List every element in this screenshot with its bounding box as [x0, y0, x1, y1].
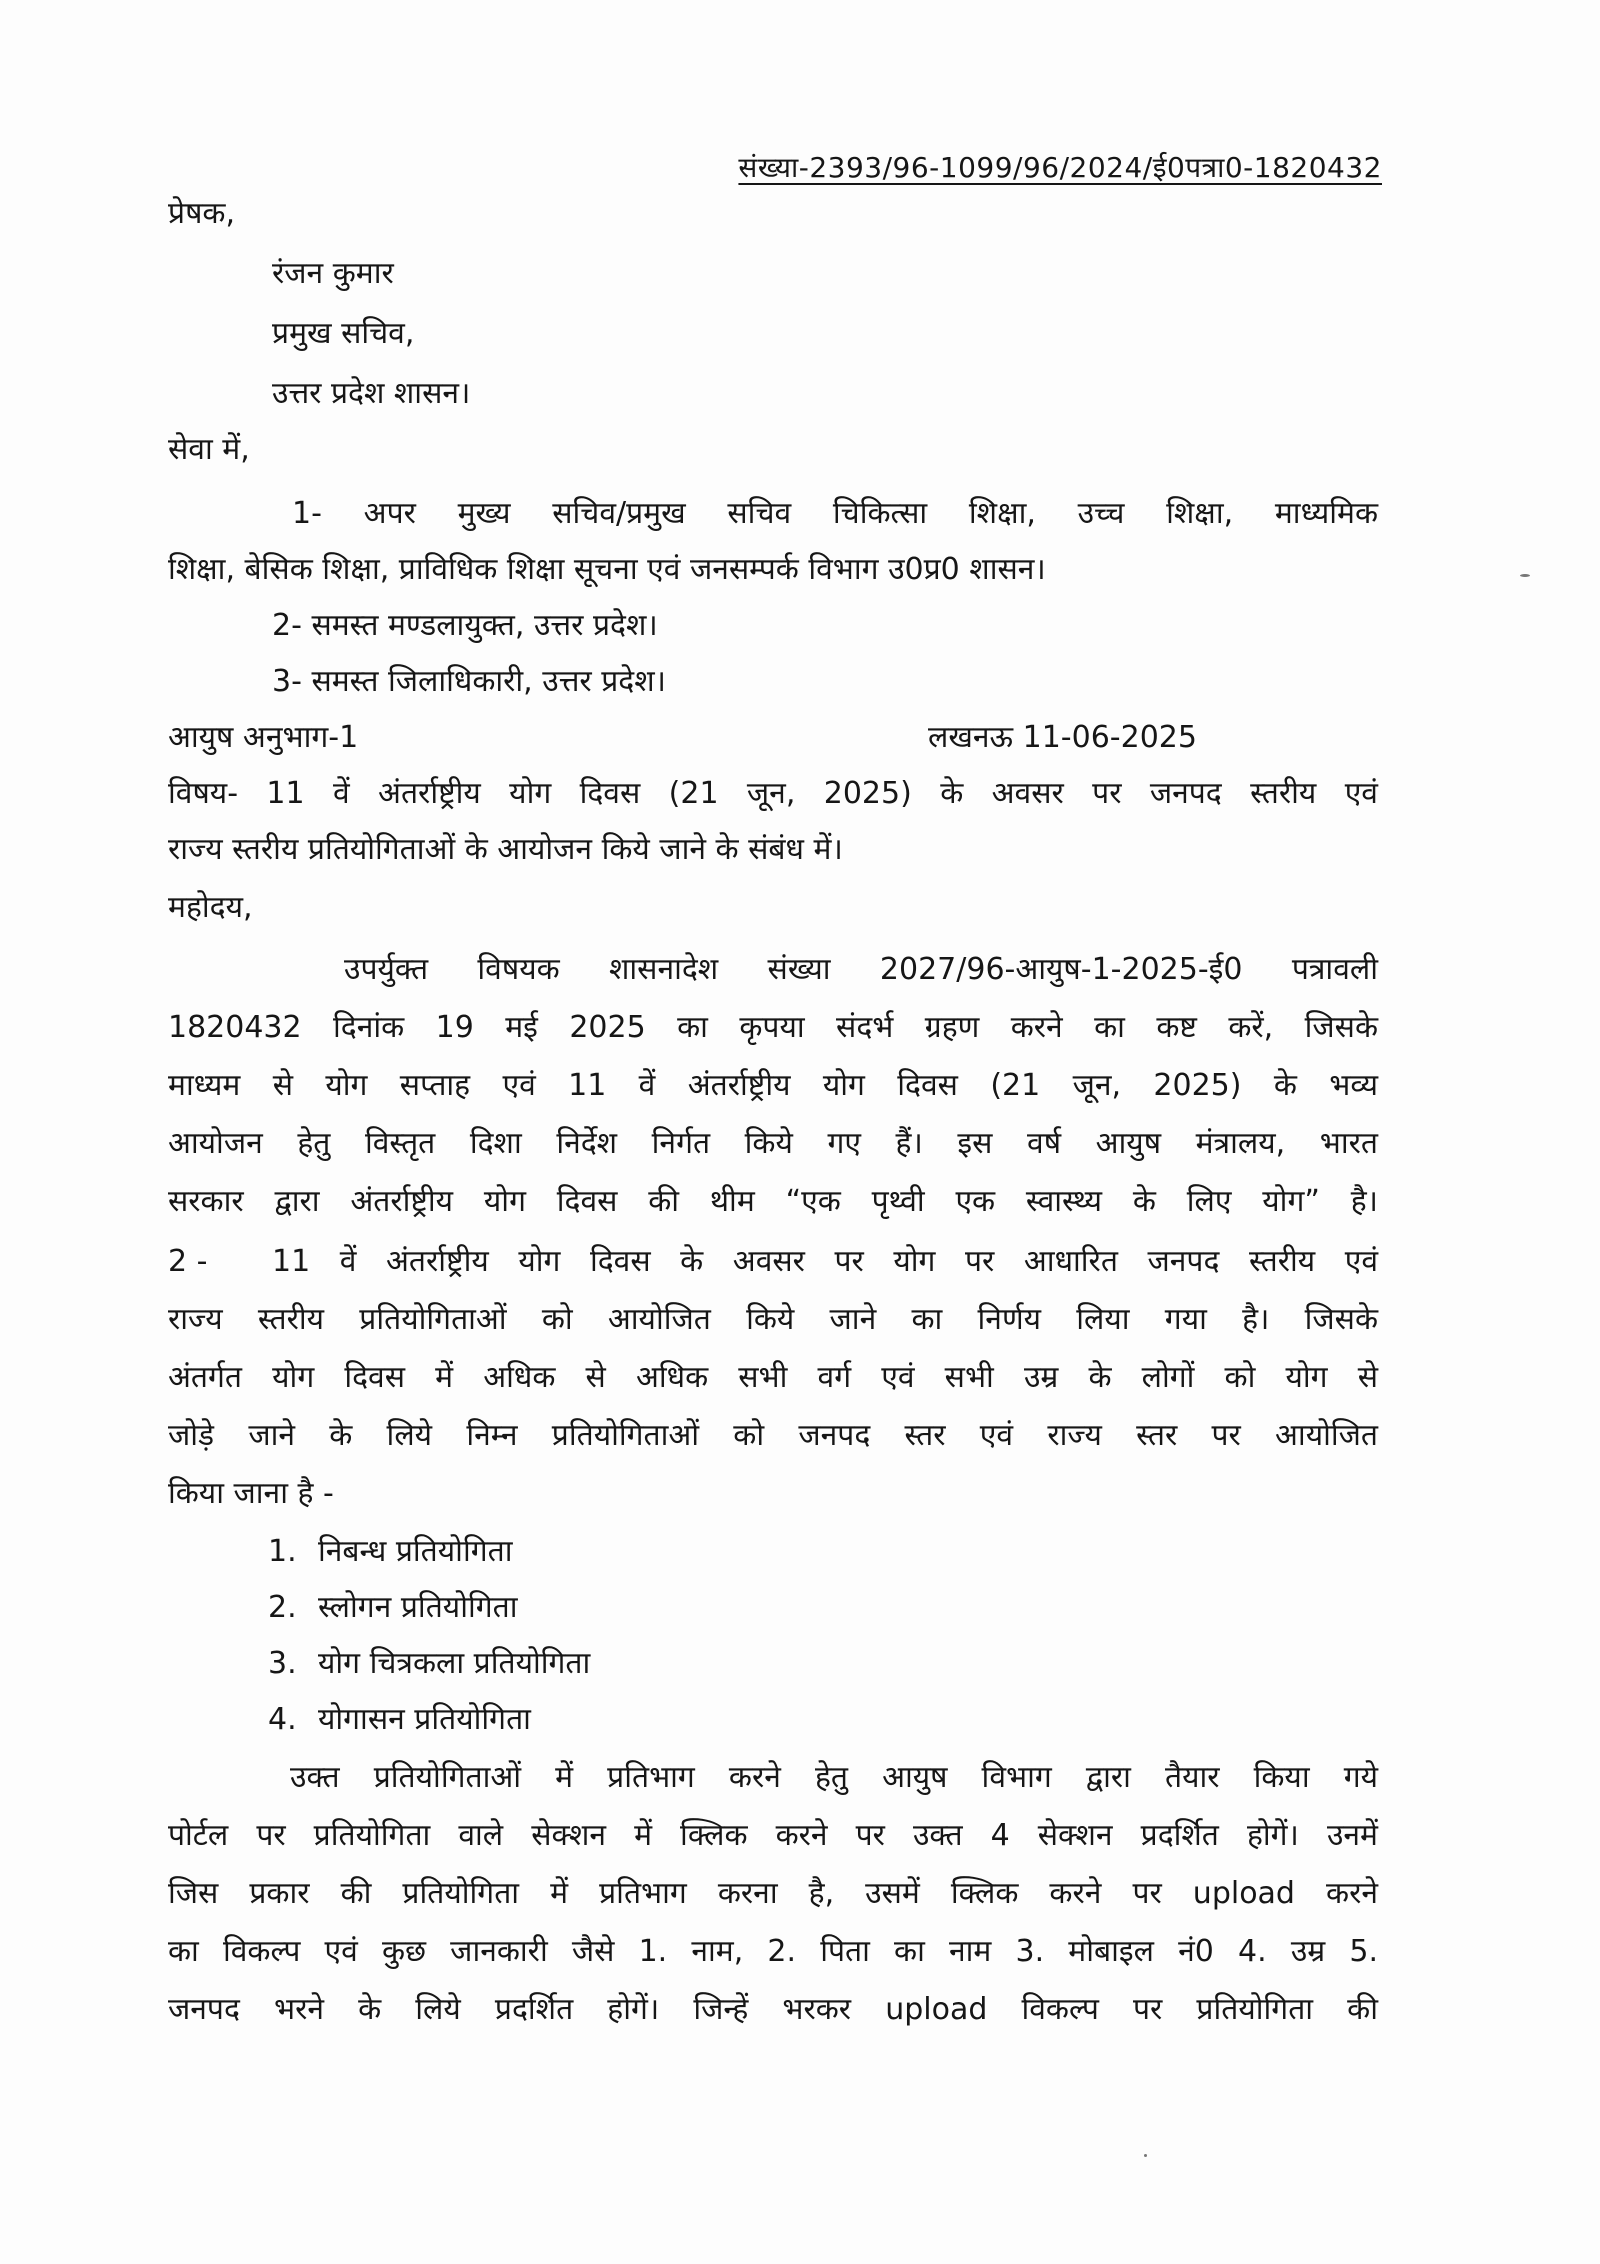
recipient-1-line2: शिक्षा, बेसिक शिक्षा, प्राविधिक शिक्षा सूचना एवं जनसम्पर्क विभाग उ0प्र0 शासन।: [168, 552, 1046, 587]
sender-name: रंजन कुमार: [272, 256, 394, 291]
recipient-2: 2- समस्त मण्डलायुक्त, उत्तर प्रदेश।: [272, 608, 658, 643]
sender-designation: प्रमुख सचिव,: [272, 316, 415, 351]
list-item-number: 3.: [268, 1646, 297, 1681]
section-name: आयुष अनुभाग-1: [168, 720, 359, 755]
para3-line3: जिस प्रकार की प्रतियोगिता में प्रतिभाग करना है, उसमें क्लिक करने पर upload करने: [168, 1876, 1378, 1911]
list-item: [268, 1534, 513, 1570]
recipient-1-line1: 1- अपर मुख्य सचिव/प्रमुख सचिव चिकित्सा शिक्षा, उच्च शिक्षा, माध्यमिक: [292, 496, 1378, 531]
sender-office: उत्तर प्रदेश शासन।: [272, 376, 471, 411]
para2-line5: किया जाना है -: [168, 1476, 334, 1511]
list-item: [268, 1646, 590, 1682]
list-item-label: योग चित्रकला प्रतियोगिता: [318, 1646, 591, 1681]
place-date: लखनऊ 11-06-2025: [928, 720, 1197, 755]
para1-line5: सरकार द्वारा अंतर्राष्ट्रीय योग दिवस की थीम “एक पृथ्वी एक स्वास्थ्य के लिए योग” है।: [168, 1184, 1378, 1219]
subject-line2: राज्य स्तरीय प्रतियोगिताओं के आयोजन किये जाने के संबंध में।: [168, 832, 843, 867]
list-item: [268, 1590, 518, 1626]
list-item-label: निबन्ध प्रतियोगिता: [318, 1534, 513, 1569]
para1-line3: माध्यम से योग सप्ताह एवं 11 वें अंतर्राष्ट्रीय योग दिवस (21 जून, 2025) के भव्य: [168, 1068, 1378, 1103]
scan-speck: [1520, 574, 1530, 577]
para3-line1: उक्त प्रतियोगिताओं में प्रतिभाग करने हेतु आयुष विभाग द्वारा तैयार किया गये: [290, 1760, 1378, 1795]
para2-line1: 11 वें अंतर्राष्ट्रीय योग दिवस के अवसर पर योग पर आधारित जनपद स्तरीय एवं: [272, 1244, 1378, 1279]
para2-line4: जोड़े जाने के लिये निम्न प्रतियोगिताओं को जनपद स्तर एवं राज्य स्तर पर आयोजित: [168, 1418, 1378, 1453]
list-item: [268, 1702, 531, 1738]
para1-line1: उपर्युक्त विषयक शासनादेश संख्या 2027/96-आयुष-1-2025-ई0 पत्रावली: [344, 952, 1378, 987]
para3-line5: जनपद भरने के लिये प्रदर्शित होगें। जिन्हें भरकर upload विकल्प पर प्रतियोगिता की: [168, 1992, 1378, 2027]
salutation: महोदय,: [168, 890, 253, 925]
para3-line2: पोर्टल पर प्रतियोगिता वाले सेक्शन में क्लिक करने पर उक्त 4 सेक्शन प्रदर्शित होगें। उनमें: [168, 1818, 1378, 1853]
list-item-label: योगासन प्रतियोगिता: [318, 1702, 531, 1737]
list-item-label: स्लोगन प्रतियोगिता: [318, 1590, 518, 1625]
para2-line2: राज्य स्तरीय प्रतियोगिताओं को आयोजित किये जाने का निर्णय लिया गया है। जिसके: [168, 1302, 1378, 1337]
list-item-number: 2.: [268, 1590, 297, 1625]
list-item-number: 4.: [268, 1702, 297, 1737]
list-item-number: 1.: [268, 1534, 297, 1569]
recipients-label: सेवा में,: [168, 432, 250, 467]
subject-line1: विषय- 11 वें अंतर्राष्ट्रीय योग दिवस (21 जून, 2025) के अवसर पर जनपद स्तरीय एवं: [168, 776, 1378, 811]
para2-number: 2 -: [168, 1244, 208, 1279]
para1-line2: 1820432 दिनांक 19 मई 2025 का कृपया संदर्भ ग्रहण करने का कष्ट करें, जिसके: [168, 1010, 1378, 1045]
sender-label: प्रेषक,: [168, 196, 235, 231]
recipient-3: 3- समस्त जिलाधिकारी, उत्तर प्रदेश।: [272, 664, 667, 699]
scan-speck: [1144, 2154, 1147, 2157]
reference-number: संख्या-2393/96-1099/96/2024/ई0पत्रा0-1820432: [738, 151, 1382, 184]
para1-line4: आयोजन हेतु विस्तृत दिशा निर्देश निर्गत किये गए हैं। इस वर्ष आयुष मंत्रालय, भारत: [168, 1126, 1378, 1161]
para3-line4: का विकल्प एवं कुछ जानकारी जैसे 1. नाम, 2. पिता का नाम 3. मोबाइल नं0 4. उम्र 5.: [168, 1934, 1378, 1969]
para2-line3: अंतर्गत योग दिवस में अधिक से अधिक सभी वर्ग एवं सभी उम्र के लोगों को योग से: [168, 1360, 1378, 1395]
